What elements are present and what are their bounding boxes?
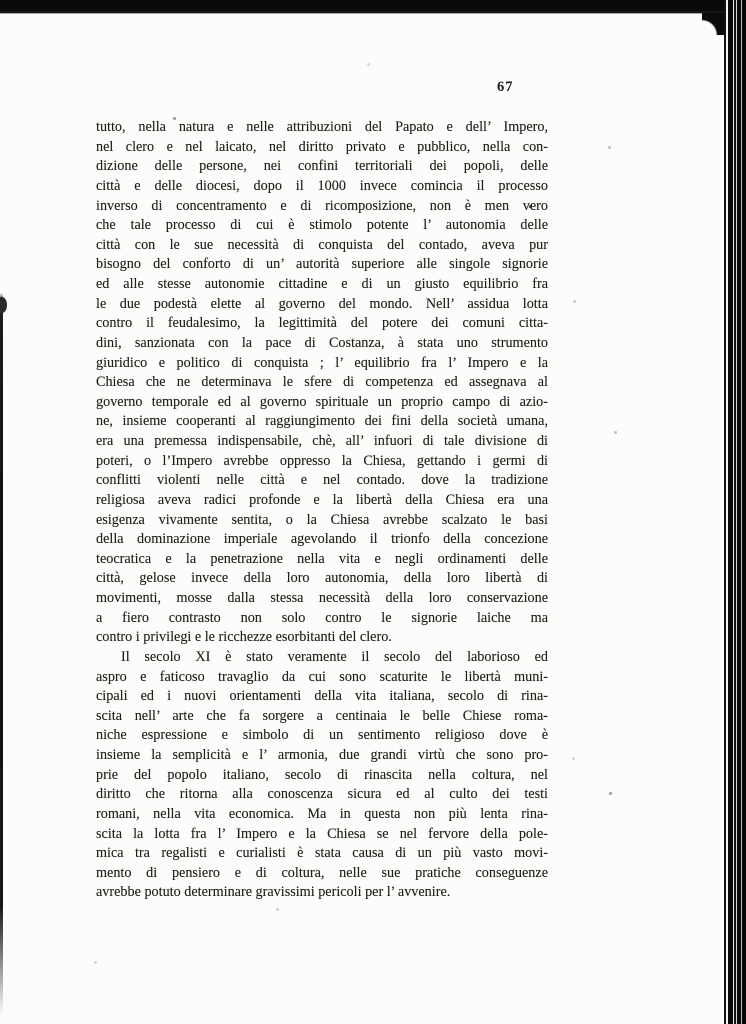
text-line: ed alle stesse autonomie cittadine e di un giusto equilibrio fra (96, 276, 548, 292)
text-line: a fiero contrasto non solo contro le signorie laiche ma (96, 609, 548, 626)
text-line: nel clero e nel laicato, nel diritto privato e pubblico, nella con- (96, 138, 548, 155)
text-line: movimenti, mosse dalla stessa necessità della loro conservazione (96, 590, 548, 606)
text-line: contro i privilegi e le ricchezze esorbitanti del clero. (96, 629, 392, 646)
book-fore-edge-streaks (724, 0, 746, 1024)
text-line: romani, nella vita economica. Ma in questa non più lenta rina- (96, 805, 548, 822)
text-line: dini, sanzionata con la pace di Costanza, à stata uno strumento (96, 334, 548, 351)
text-line: insieme la semplicità e l’ armonia, due grandi virtù che sono pro- (96, 747, 548, 763)
text-line: prie del popolo italiano, secolo di rinascita nella coltura, nel (96, 766, 548, 783)
text-line: giuridico e politico di conquista ; l’ equilibrio fra l’ Impero e la (96, 354, 548, 371)
scan-left-edge-line (0, 293, 3, 1015)
text-line: ne, insieme cooperanti al raggiungimento dei fini della società umana, (96, 413, 548, 430)
text-line: bisogno del conforto di un’ autorità superiore alle singole signorie (96, 256, 548, 273)
text-line: scita la lotta fra l’ Impero e la Chiesa se nel fervore della pole- (96, 825, 548, 842)
text-line: niche espressione e simbolo di un sentimento religioso dove è (96, 727, 548, 744)
text-line: tutto, nella natura e nelle attribuzioni del Papato e dell’ Impero, (96, 119, 548, 135)
text-line: cipali ed i nuovi orientamenti della vita italiana, secolo di rina- (96, 688, 548, 705)
scan-left-edge-mark (0, 297, 7, 313)
text-line: città, gelose invece della loro autonomia, della loro libertà di (96, 570, 548, 587)
page-corner-shadow (702, 13, 724, 35)
text-line: Il secolo XI è stato veramente il secolo del laborioso ed (121, 648, 548, 665)
text-line: città e delle diocesi, dopo il 1000 invece comincia il processo (96, 177, 548, 194)
text-line: dizione delle persone, nei confini territoriali dei popoli, delle (96, 158, 548, 175)
page-text-block (96, 118, 548, 903)
text-line: religiosa aveva radici profonde e la libertà della Chiesa era una (96, 491, 548, 508)
text-line: mica tra regalisti e curialisti è stata causa di un più vasto movi- (96, 845, 548, 862)
text-line: governo temporale ed al governo spirituale un proprio campo di azio- (96, 393, 548, 410)
text-line: era una premessa indispensabile, chè, all’ infuori di tale divisione di (96, 433, 548, 449)
text-line: le due podestà elette al governo del mondo. Nell’ assidua lotta (96, 295, 548, 312)
text-line: poteri, o l’Impero avrebbe oppresso la Chiesa, gettando i germi di (96, 452, 548, 469)
scan-dust-specks (0, 0, 1, 1)
text-line: teocratica e la penetrazione nella vita e negli ordinamenti delle (96, 550, 548, 567)
text-line: scita nell’ arte che fa sorgere a centinaia le belle Chiese roma- (96, 707, 548, 724)
scan-top-edge (0, 0, 746, 14)
text-line: della dominazione imperiale agevolando il trionfo della concezione (96, 531, 548, 548)
text-line: diritto che ritorna alla conoscenza sicura ed al culto dei testi (96, 786, 548, 803)
paragraph-2 (96, 648, 548, 903)
text-line: inverso di concentramento e di ricomposizione, non è men vero (96, 197, 548, 214)
text-line: avrebbe potuto determinare gravissimi pericoli per l’ avvenire. (96, 884, 451, 901)
text-line: aspro e faticoso travaglio da cui sono scaturite le libertà muni- (96, 668, 548, 685)
text-line: Chiesa che ne determinava le sfere di competenza ed assegnava al (96, 374, 548, 391)
paragraph-1 (96, 118, 548, 648)
text-line: mento di pensiero e di coltura, nelle sue pratiche conseguenze (96, 864, 548, 881)
text-line: città con le sue necessità di conquista del contado, aveva pur (96, 236, 548, 253)
text-line: conflitti violenti nelle città e nel contado. dove la tradizione (96, 472, 548, 489)
text-line: contro il feudalesimo, la legittimità del potere dei comuni citta- (96, 315, 548, 332)
page-number: 67 (497, 79, 514, 95)
text-line: che tale processo di cui è stimolo potente l’ autonomia delle (96, 217, 548, 234)
text-line: esigenza vivamente sentita, o la Chiesa avrebbe scalzato le basi (96, 511, 548, 528)
